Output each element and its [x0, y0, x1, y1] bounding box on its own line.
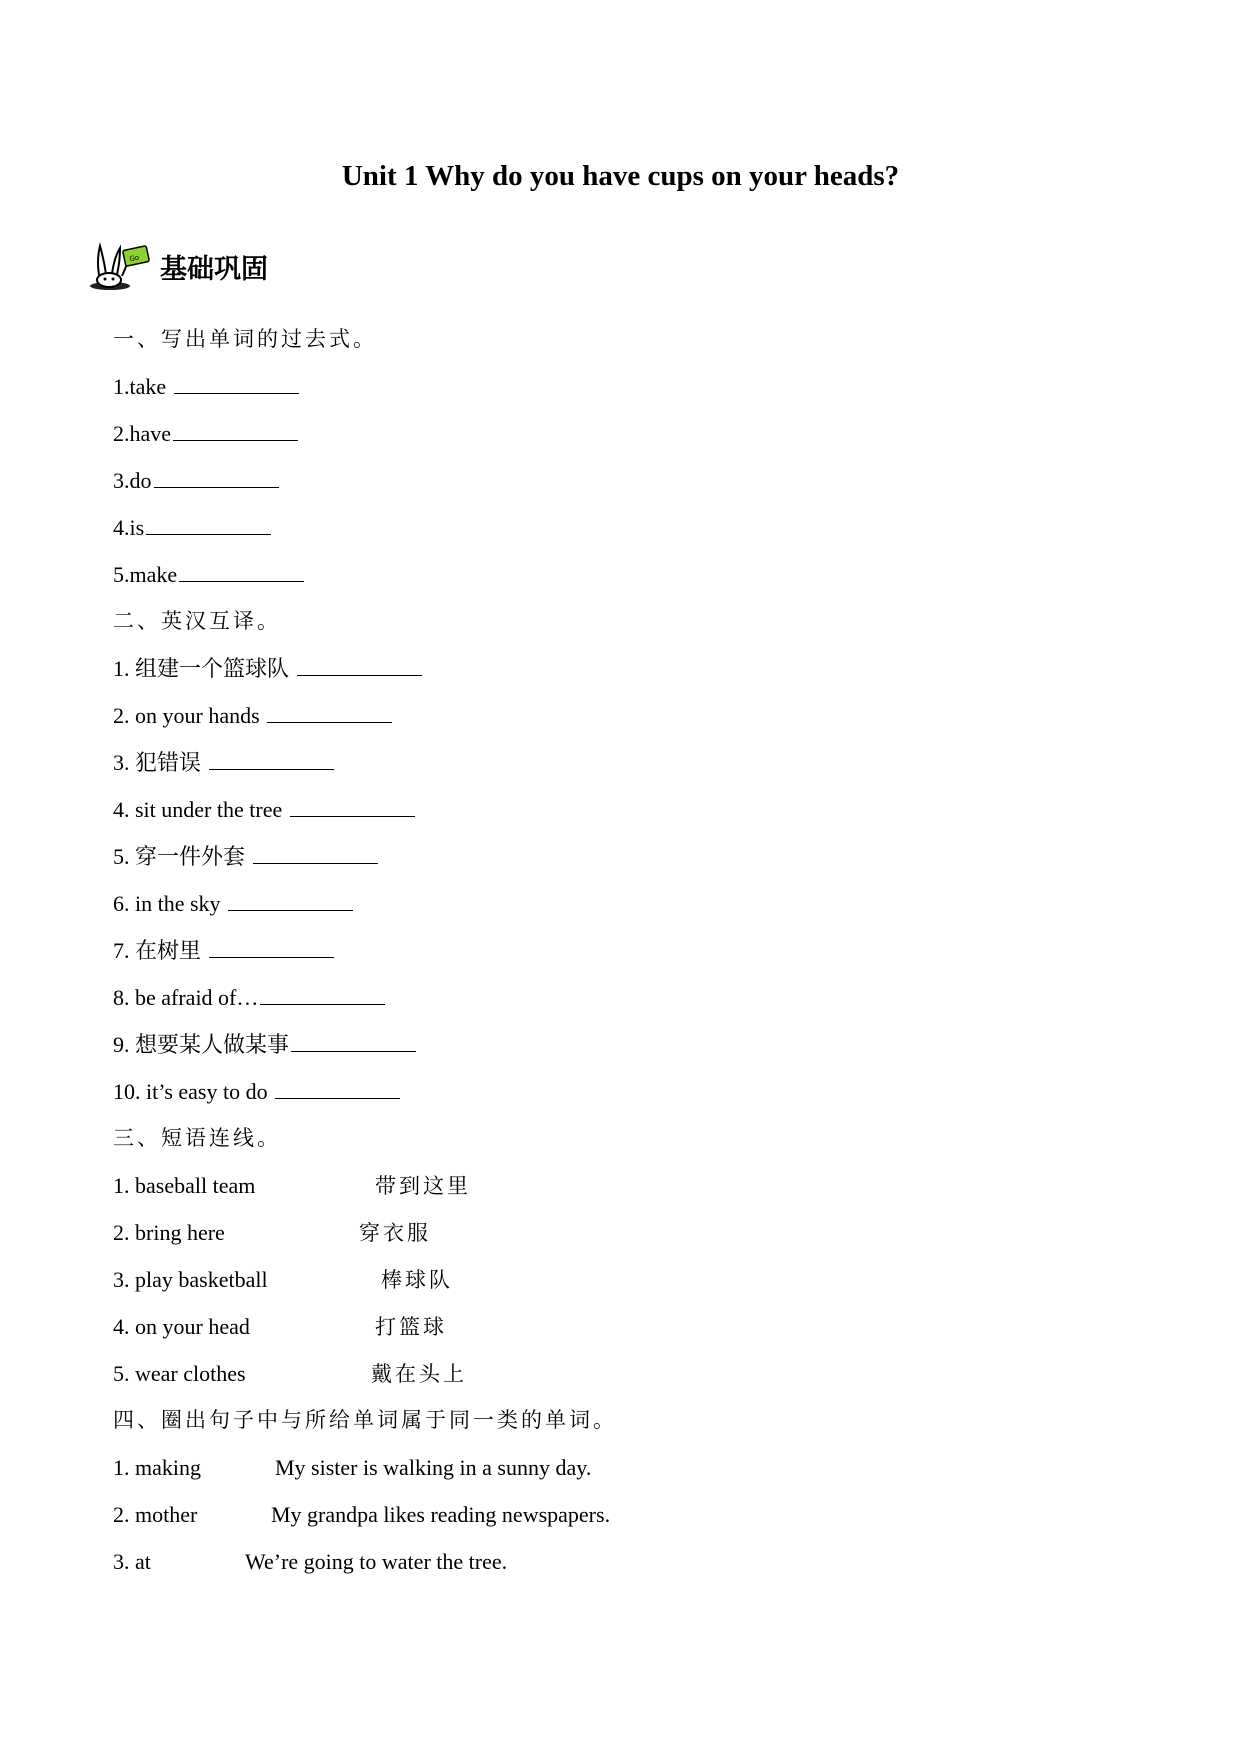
worksheet-content [113, 316, 1163, 1585]
answer-blank[interactable] [174, 369, 299, 394]
list-item: 3. 犯错误 [113, 739, 1163, 786]
list-item: 2. mother My grandpa likes reading newspapers. [113, 1502, 611, 1527]
answer-blank[interactable] [275, 1074, 400, 1099]
answer-blank[interactable] [253, 839, 378, 864]
sentence[interactable]: We’re going to water the tree. [245, 1549, 508, 1574]
list-item: 2. on your hands [113, 692, 1163, 739]
answer-blank[interactable] [297, 651, 422, 676]
list-item: 4.is [113, 504, 1163, 551]
list-item: 8. be afraid of… [113, 974, 1163, 1021]
answer-blank[interactable] [154, 463, 279, 488]
answer-blank[interactable] [173, 416, 298, 441]
list-item: 5.make [113, 551, 1163, 598]
section1-heading: 一、写出单词的过去式。 [113, 327, 377, 351]
list-item: 10. it’s easy to do [113, 1068, 1163, 1115]
section2-heading: 二、英汉互译。 [113, 609, 281, 633]
answer-blank[interactable] [228, 886, 353, 911]
match-row: 5. wear clothes 戴在头上 [113, 1361, 467, 1386]
sentence[interactable]: My sister is walking in a sunny day. [275, 1455, 592, 1480]
sentence[interactable]: My grandpa likes reading newspapers. [271, 1502, 611, 1527]
list-item: 1. making My sister is walking in a sunny day. [113, 1455, 592, 1480]
answer-blank[interactable] [209, 933, 334, 958]
list-item: 7. 在树里 [113, 927, 1163, 974]
section3-heading: 三、短语连线。 [113, 1126, 281, 1150]
section-banner [88, 240, 268, 292]
answer-blank[interactable] [290, 792, 415, 817]
answer-blank[interactable] [179, 557, 304, 582]
answer-blank[interactable] [267, 698, 392, 723]
match-row: 4. on your head 打篮球 [113, 1314, 447, 1339]
list-item: 5. 穿一件外套 [113, 833, 1163, 880]
match-row: 2. bring here 穿衣服 [113, 1220, 431, 1245]
page-title: Unit 1 Why do you have cups on your heads? [341, 160, 900, 192]
answer-blank[interactable] [291, 1027, 416, 1052]
sign-text: Go [128, 253, 140, 264]
match-row: 3. play basketball 棒球队 [113, 1267, 453, 1292]
list-item: 1. 组建一个篮球队 [113, 645, 1163, 692]
answer-blank[interactable] [260, 980, 385, 1005]
rabbit-mascot-icon [88, 240, 150, 292]
list-item: 1.take [113, 363, 1163, 410]
list-item: 3. at We’re going to water the tree. [113, 1549, 508, 1574]
list-item: 4. sit under the tree [113, 786, 1163, 833]
section-banner-label: 基础巩固 [160, 253, 268, 285]
answer-blank[interactable] [209, 745, 334, 770]
answer-blank[interactable] [146, 510, 271, 535]
list-item: 9. 想要某人做某事 [113, 1021, 1163, 1068]
list-item: 6. in the sky [113, 880, 1163, 927]
list-item: 2.have [113, 410, 1163, 457]
list-item: 3.do [113, 457, 1163, 504]
match-row: 1. baseball team 带到这里 [113, 1173, 471, 1198]
section4-heading: 四、圈出句子中与所给单词属于同一类的单词。 [113, 1408, 617, 1432]
